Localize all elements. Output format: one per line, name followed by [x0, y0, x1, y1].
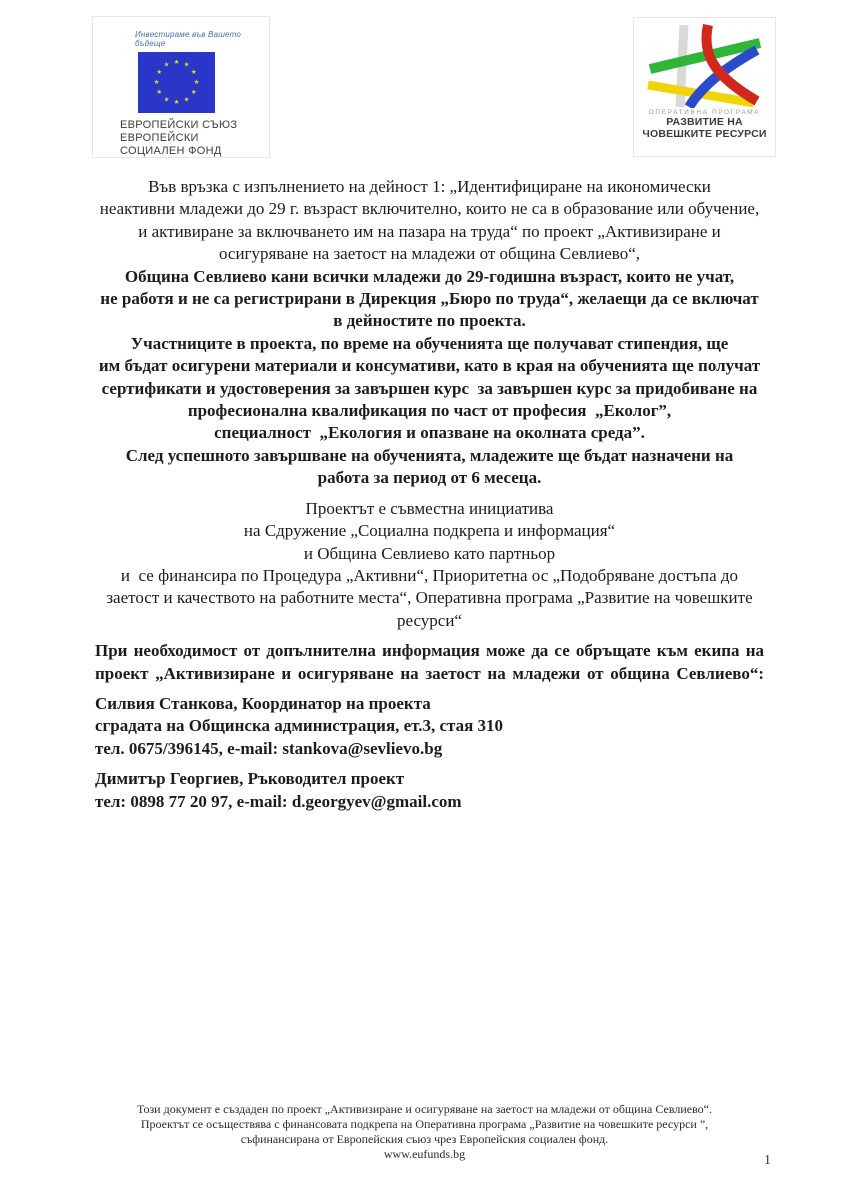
star-icon: ★ [183, 61, 190, 69]
text-line: Силвия Станкова, Координатор на проекта [95, 693, 431, 713]
text-line: Този документ е създаден по проект „Активизиране и осигуряване на заетост на младежи от община Севлиево“. [137, 1102, 712, 1116]
text-line: СОЦИАЛЕН ФОНД [120, 145, 222, 157]
text-line: РАЗВИТИЕ НА [666, 116, 743, 128]
text-line: При необходимост от допълнителна информация може да се обръщате към екипа на [95, 641, 764, 661]
text-line: неактивни младежи до 29 г. възраст включително, които не са в образование или обучение, [99, 199, 760, 219]
eu-logo-block [92, 16, 270, 158]
text-line: Димитър Георгиев, Ръководител проект [95, 769, 405, 789]
text-line: Проектът се осъществява с финансовата подкрепа на Оперативна програма „Развитие на човешките ресурси ”, [140, 1117, 709, 1131]
text-line: ЕВРОПЕЙСКИ СЪЮЗ [120, 119, 238, 131]
text-line: не работя и не са регистрирани в Дирекция „Бюро по труда“, желаещи да се включат [100, 289, 759, 309]
star-icon: ★ [173, 99, 180, 106]
text-line: След успешното завършване на обученията, младежите ще бъдат назначени на [125, 445, 734, 465]
text-line: им бъдат осигурени материали и консумативи, като в края на обученията ще получат [98, 356, 761, 376]
text-line: ресурси“ [397, 610, 462, 630]
eu-fund-name [120, 119, 269, 158]
text-line: тел: 0898 77 20 97, e-mail: d.georgyev@gmail.com [95, 791, 462, 811]
star-icon: ★ [190, 69, 197, 76]
op-hrd-logo-block [633, 17, 776, 157]
text-line [95, 632, 764, 640]
text-line: осигуряване на заетост на младежи от община Севлиево“, [218, 244, 641, 264]
text-line: работа за период от 6 месеца. [317, 468, 542, 488]
star-icon: ★ [163, 96, 170, 104]
text-line: съфинансирана от Европейския съюз чрез Европейския социален фонд. [240, 1132, 609, 1146]
eu-flag-icon [138, 52, 215, 113]
star-icon: ★ [193, 79, 200, 86]
hrd-ribbons-icon [642, 23, 767, 108]
text-line: и се финансира по Процедура „Активни“, Приоритетна ос „Подобряване достъпа до [120, 565, 739, 585]
star-icon: ★ [173, 59, 180, 66]
text-line: сертификати и удостоверения за завършен курс за завършен курс за придобиване на [101, 378, 758, 398]
text-line: www.eufunds.bg [383, 1147, 466, 1161]
text-line: заетост и качеството на работните места“, Оперативна програма „Развитие на човешките [106, 588, 753, 608]
text-line [95, 760, 764, 768]
text-line: Община Севлиево кани всички младежи до 29-годишна възраст, които не учат, [124, 266, 735, 286]
text-line: ЕВРОПЕЙСКИ [120, 132, 199, 144]
text-line: професионална квалификация по част от професия „Еколог”, [187, 401, 672, 421]
text-line: Във връзка с изпълнението на дейност 1: „Идентифициране на икономически [148, 177, 711, 196]
text-line: тел. 0675/396145, e-mail: stankova@sevlievo.bg [95, 738, 443, 758]
star-icon: ★ [153, 79, 160, 86]
op-program-label: ОПЕРАТИВНА ПРОГРАМА [648, 109, 761, 116]
text-line: проект „Активизиране и осигуряване на заетост на младежи от община Севлиево“: [95, 663, 764, 683]
text-line: Участниците в проекта, по време на обученията ще получават стипендия, ще [130, 333, 729, 353]
text-line: специалност „Екология и опазване на околната среда”. [214, 423, 645, 443]
eu-tagline: Инвестираме във Вашето бъдеще [135, 30, 242, 48]
text-line: ЧОВЕШКИТЕ РЕСУРСИ [642, 128, 767, 140]
star-icon: ★ [156, 89, 163, 96]
text-line [95, 490, 764, 498]
star-icon: ★ [183, 96, 190, 104]
text-line: на Сдружение „Социална подкрепа и информация“ [243, 521, 616, 541]
star-icon: ★ [163, 61, 170, 69]
text-line: в дейностите по проекта. [333, 311, 526, 331]
text-line [95, 685, 764, 693]
document-body [95, 176, 764, 813]
op-program-title [634, 116, 775, 140]
text-line: Проектът е съвместна инициатива [305, 498, 554, 518]
document-footer [85, 1102, 764, 1162]
text-line: и активиране за включването им на пазара на труда“ по проект „Активизиране и [138, 221, 721, 241]
text-line: сградата на Общинска администрация, ет.3, стая 310 [95, 716, 504, 736]
page-number: 1 [764, 1153, 771, 1168]
text-line: и Община Севлиево като партньор [303, 543, 556, 563]
star-icon: ★ [190, 89, 197, 96]
star-icon: ★ [156, 69, 163, 76]
